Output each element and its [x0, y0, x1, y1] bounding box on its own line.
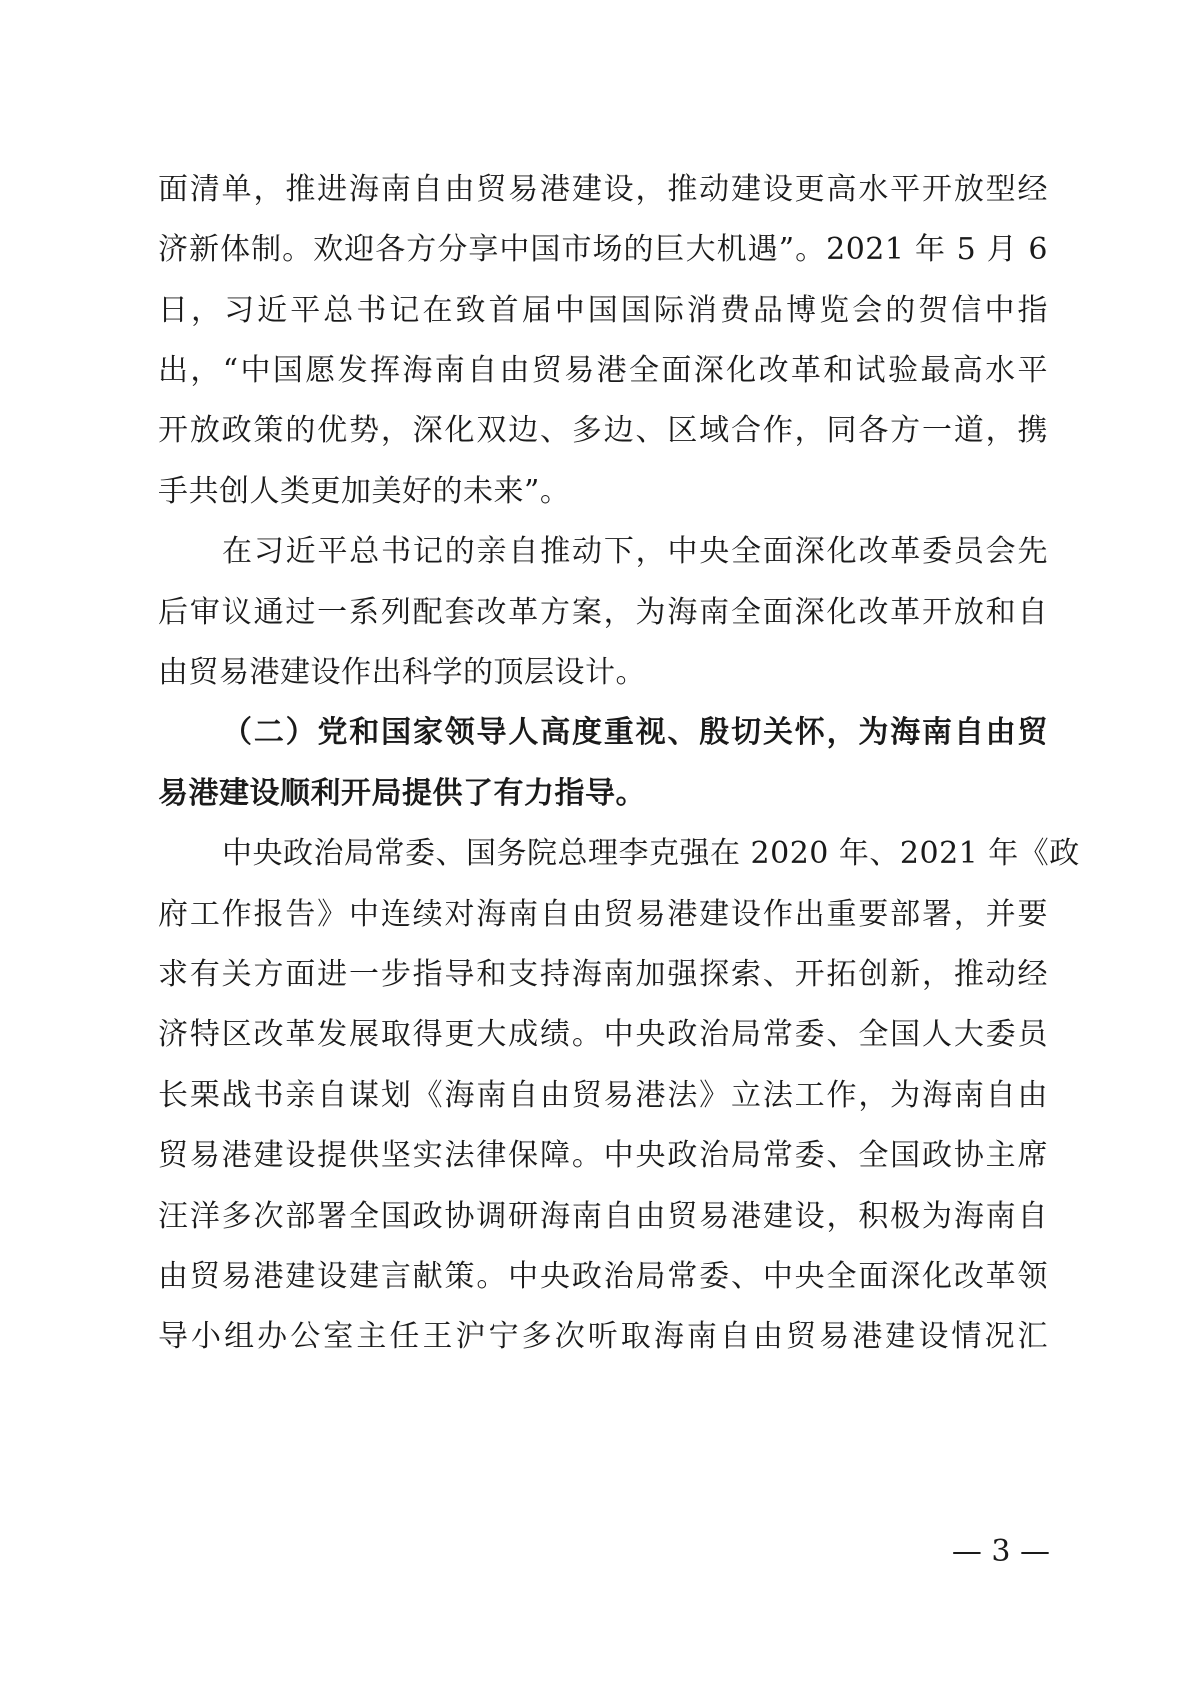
paragraph-3-line-5: 长栗战书亲自谋划《海南自由贸易港法》立法工作，为海南自由	[158, 1078, 1048, 1113]
section-heading-line-1: （二）党和国家领导人高度重视、殷切关怀，为海南自由贸	[222, 715, 1048, 750]
paragraph-3-line-7: 汪洋多次部署全国政协调研海南自由贸易港建设，积极为海南自	[158, 1199, 1048, 1234]
paragraph-1-line-2: 济新体制。欢迎各方分享中国市场的巨大机遇”。2021 年 5 月 6	[158, 232, 1048, 267]
paragraph-1-line-4: 出，“中国愿发挥海南自由贸易港全面深化改革和试验最高水平	[158, 353, 1048, 388]
paragraph-3-line-6: 贸易港建设提供坚实法律保障。中央政治局常委、全国政协主席	[158, 1138, 1048, 1173]
paragraph-3-line-8: 由贸易港建设建言献策。中央政治局常委、中央全面深化改革领	[158, 1259, 1048, 1294]
paragraph-3-line-2: 府工作报告》中连续对海南自由贸易港建设作出重要部署，并要	[158, 897, 1048, 932]
paragraph-3-line-1: 中央政治局常委、国务院总理李克强在 2020 年、2021 年《政	[222, 836, 1080, 871]
paragraph-3-line-9: 导小组办公室主任王沪宁多次听取海南自由贸易港建设情况汇	[158, 1319, 1048, 1354]
paragraph-1-line-6: 手共创人类更加美好的未来”。	[158, 474, 571, 509]
paragraph-1-line-1: 面清单，推进海南自由贸易港建设，推动建设更高水平开放型经	[158, 172, 1048, 207]
section-heading-line-2: 易港建设顺利开局提供了有力指导。	[158, 776, 646, 811]
paragraph-3-line-3: 求有关方面进一步指导和支持海南加强探索、开拓创新，推动经	[158, 957, 1048, 992]
paragraph-3-line-4: 济特区改革发展取得更大成绩。中央政治局常委、全国人大委员	[158, 1017, 1048, 1052]
paragraph-1-line-5: 开放政策的优势，深化双边、多边、区域合作，同各方一道，携	[158, 413, 1048, 448]
page-number: — 3 —	[951, 1534, 1050, 1569]
paragraph-2-line-3: 由贸易港建设作出科学的顶层设计。	[158, 655, 646, 690]
paragraph-2-line-2: 后审议通过一系列配套改革方案，为海南全面深化改革开放和自	[158, 595, 1048, 630]
paragraph-1-line-3: 日，习近平总书记在致首届中国国际消费品博览会的贺信中指	[158, 293, 1048, 328]
paragraph-2-line-1: 在习近平总书记的亲自推动下，中央全面深化改革委员会先	[222, 534, 1048, 569]
